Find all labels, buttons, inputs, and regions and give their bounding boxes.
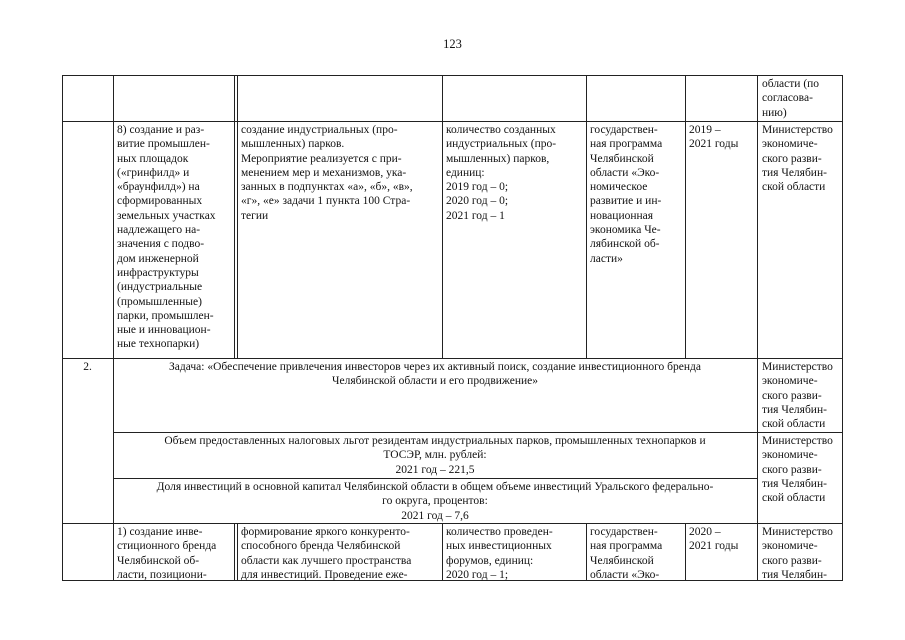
measure-description: формирование яркого конкуренто- способного бренда Челябинской области как лучшего пространства для инвестиций. Проведение еже- bbox=[241, 526, 412, 581]
indicator-investment-share: Доля инвестиций в основной капитал Челябинской области в общем объеме инвестиций Уральского федерально- го округа, процентов: 2021 год – 7,6 bbox=[156, 481, 714, 522]
row-divider bbox=[62, 121, 842, 122]
col-divider bbox=[234, 75, 235, 359]
task-responsible: Министерство экономиче- ского разви- тия Челябин- ской области bbox=[762, 361, 833, 431]
col-divider bbox=[442, 75, 443, 359]
col-divider bbox=[685, 75, 686, 359]
col-divider bbox=[442, 523, 443, 581]
indicator-responsible: Министерство экономиче- ского разви- тия Челябин- ской области bbox=[762, 435, 833, 505]
col-divider bbox=[62, 75, 63, 581]
col-divider bbox=[586, 75, 587, 359]
measure-responsible: Министерство экономиче- ского разви- тия Челябин- bbox=[762, 526, 833, 581]
col-divider bbox=[685, 523, 686, 581]
measure-program: государствен- ная программа Челябинской области «Эко- номическое развитие и ин- новационная экономика Че- лябинской об- ласти» bbox=[590, 124, 663, 265]
measure-indicator: количество проведен- ных инвестиционных форумов, единиц: 2020 год – 1; bbox=[446, 526, 553, 581]
row-divider bbox=[62, 75, 842, 76]
col-divider bbox=[113, 75, 114, 581]
col-divider bbox=[757, 75, 758, 581]
row-divider bbox=[113, 478, 757, 479]
measure-program: государствен- ная программа Челябинской области «Эко- bbox=[590, 526, 663, 581]
responsible-continued: области (по согласова- нию) bbox=[762, 78, 820, 119]
task-title: Задача: «Обеспечение привлечения инвесторов через их активный поиск, создание инвестиционного бренда Челябинской области и его продвижение» bbox=[169, 361, 701, 388]
page-number: 123 bbox=[443, 37, 462, 51]
row-divider bbox=[62, 523, 842, 524]
task-number: 2. bbox=[83, 361, 92, 373]
measure-name: 8) создание и раз- витие промышлен- ных площадок («гринфилд» и «браунфилд») на сформированных земельных участках надлежащего на- значения с подво- дом инженерной инфраструктуры (индустриальные (промышленные) парки, промышлен- ные и инновацион- ные технопарки) bbox=[117, 124, 216, 351]
row-divider bbox=[62, 358, 842, 359]
measure-name: 1) создание инве- стиционного бренда Челябинской об- ласти, позициони- bbox=[117, 526, 217, 581]
measure-responsible: Министерство экономиче- ского разви- тия Челябин- ской области bbox=[762, 124, 833, 194]
indicator-tax-benefits: Объем предоставленных налоговых льгот резидентам индустриальных парков, промышленных технопарков и ТОСЭР, млн. рублей: 2021 год – 221,5 bbox=[164, 435, 706, 476]
measure-description: создание индустриальных (про- мышленных) парков. Мероприятие реализуется с при- менением мер и механизмов, ука- занных в подпунктах «а», «б», «в», «г», «е» задачи 1 пункта 100 Стра- тегии bbox=[241, 124, 413, 222]
col-divider bbox=[237, 523, 238, 581]
col-divider bbox=[234, 523, 235, 581]
row-divider bbox=[113, 432, 842, 433]
col-divider bbox=[586, 523, 587, 581]
measure-indicator: количество созданных индустриальных (про- мышленных) парков, единиц: 2019 год – 0; 2020 год – 0; 2021 год – 1 bbox=[446, 124, 557, 222]
col-divider bbox=[237, 75, 238, 359]
col-divider bbox=[842, 75, 843, 581]
measure-period: 2019 – 2021 годы bbox=[689, 124, 739, 151]
measure-period: 2020 – 2021 годы bbox=[689, 526, 739, 553]
